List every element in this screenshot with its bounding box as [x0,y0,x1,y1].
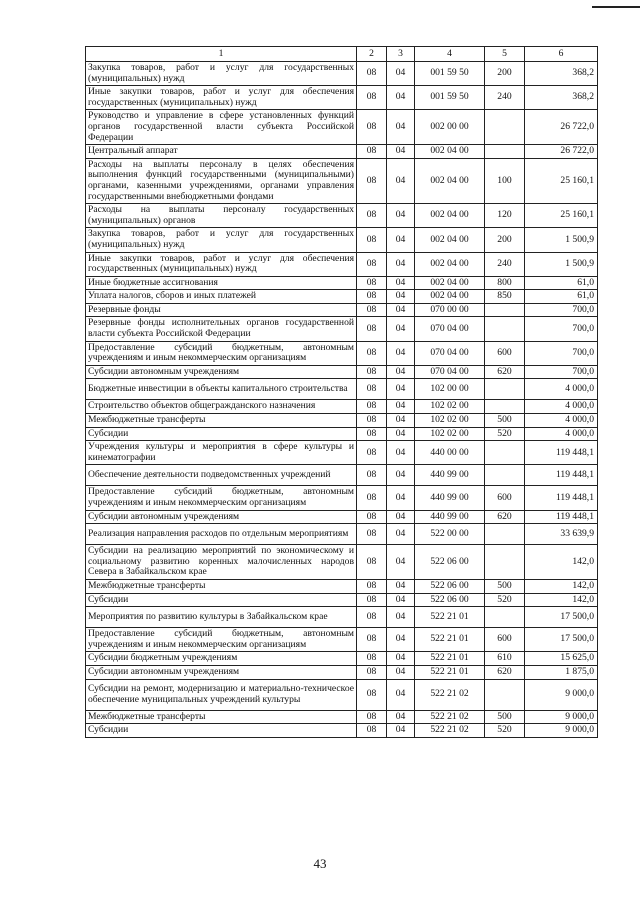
row-amount: 142,0 [525,545,598,580]
row-name: Субсидии бюджетным учреждениям [86,652,357,666]
row-expense-type: 500 [485,414,525,428]
row-target-article: 070 04 00 [415,365,485,379]
row-target-article: 102 02 00 [415,414,485,428]
row-expense-type: 600 [485,341,525,365]
row-amount: 4 000,0 [525,379,598,400]
row-expense-type: 620 [485,510,525,524]
row-amount: 368,2 [525,86,598,110]
row-section: 08 [357,228,387,252]
row-target-article: 002 04 00 [415,158,485,203]
budget-table [85,46,598,738]
table-row [86,290,598,304]
row-subsection: 04 [387,379,415,400]
row-section: 08 [357,303,387,317]
row-subsection: 04 [387,365,415,379]
table-row [86,317,598,341]
row-expense-type: 620 [485,365,525,379]
row-subsection: 04 [387,665,415,679]
row-expense-type [485,524,525,545]
row-amount: 119 448,1 [525,441,598,465]
row-amount: 33 639,9 [525,524,598,545]
row-subsection: 04 [387,652,415,666]
budget-table-body [86,47,598,738]
table-row [86,607,598,628]
row-amount: 119 448,1 [525,486,598,510]
row-expense-type [485,317,525,341]
row-target-article: 070 04 00 [415,317,485,341]
row-expense-type: 500 [485,710,525,724]
row-subsection: 04 [387,317,415,341]
row-name: Предоставление субсидий бюджетным, автономным учреждениям и иным некоммерческим организациям [86,628,357,652]
row-subsection: 04 [387,427,415,441]
row-name: Субсидии [86,593,357,607]
row-name: Иные бюджетные ассигнования [86,276,357,290]
row-expense-type: 800 [485,276,525,290]
row-name: Закупка товаров, работ и услуг для государственных (муниципальных) нужд [86,228,357,252]
table-row [86,62,598,86]
row-subsection: 04 [387,465,415,486]
row-name: Резервные фонды [86,303,357,317]
row-amount: 119 448,1 [525,510,598,524]
row-subsection: 04 [387,414,415,428]
row-target-article: 440 99 00 [415,510,485,524]
row-section: 08 [357,276,387,290]
row-expense-type: 240 [485,86,525,110]
row-subsection: 04 [387,110,415,145]
row-subsection: 04 [387,62,415,86]
header-col-section: 2 [357,47,387,62]
row-expense-type [485,679,525,710]
row-expense-type [485,379,525,400]
header-col-target-article: 4 [415,47,485,62]
table-row [86,510,598,524]
row-name: Строительство объектов общегражданского назначения [86,400,357,414]
table-row [86,228,598,252]
row-name: Руководство и управление в сфере установленных функций органов государственной власти субъекта Российской Федерации [86,110,357,145]
row-amount: 700,0 [525,317,598,341]
row-target-article: 002 04 00 [415,145,485,159]
row-subsection: 04 [387,290,415,304]
row-name: Субсидии на реализацию мероприятий по экономическому и социальному развитию коренных малочисленных народов Севера в Забайкальском крае [86,545,357,580]
row-amount: 1 875,0 [525,665,598,679]
row-amount: 1 500,9 [525,228,598,252]
row-amount: 700,0 [525,365,598,379]
row-section: 08 [357,86,387,110]
row-name: Уплата налогов, сборов и иных платежей [86,290,357,304]
row-name: Реализация направления расходов по отдельным мероприятиям [86,524,357,545]
row-subsection: 04 [387,679,415,710]
row-name: Предоставление субсидий бюджетным, автономным учреждениям и иным некоммерческим организациям [86,341,357,365]
row-name: Межбюджетные трансферты [86,579,357,593]
row-target-article: 522 21 01 [415,628,485,652]
table-row [86,628,598,652]
row-expense-type: 240 [485,252,525,276]
row-section: 08 [357,62,387,86]
row-target-article: 102 02 00 [415,400,485,414]
row-section: 08 [357,724,387,738]
row-subsection: 04 [387,86,415,110]
row-section: 08 [357,414,387,428]
table-row [86,679,598,710]
row-amount: 368,2 [525,62,598,86]
row-subsection: 04 [387,579,415,593]
row-name: Расходы на выплаты персоналу в целях обеспечения выполнения функций государственными (муниципальными) органами, казенными учреждениями, органами управления государственными внебюджетными фондами [86,158,357,203]
row-expense-type: 520 [485,724,525,738]
row-subsection: 04 [387,252,415,276]
table-row [86,465,598,486]
row-section: 08 [357,252,387,276]
row-section: 08 [357,593,387,607]
row-amount: 61,0 [525,290,598,304]
table-row [86,145,598,159]
row-target-article: 440 99 00 [415,465,485,486]
row-expense-type [485,145,525,159]
row-section: 08 [357,158,387,203]
row-expense-type: 200 [485,62,525,86]
row-section: 08 [357,365,387,379]
row-name: Мероприятия по развитию культуры в Забайкальском крае [86,607,357,628]
row-subsection: 04 [387,486,415,510]
table-header-row [86,47,598,62]
row-section: 08 [357,652,387,666]
row-name: Расходы на выплаты персоналу государственных (муниципальных) органов [86,204,357,228]
row-name: Иные закупки товаров, работ и услуг для обеспечения государственных (муниципальных) нужд [86,86,357,110]
row-name: Обеспечение деятельности подведомственных учреждений [86,465,357,486]
table-row [86,252,598,276]
row-target-article: 522 21 01 [415,665,485,679]
row-subsection: 04 [387,145,415,159]
row-subsection: 04 [387,593,415,607]
row-amount: 9 000,0 [525,679,598,710]
table-row [86,400,598,414]
row-section: 08 [357,290,387,304]
row-section: 08 [357,545,387,580]
table-row [86,303,598,317]
header-col-amount: 6 [525,47,598,62]
row-expense-type: 610 [485,652,525,666]
row-subsection: 04 [387,276,415,290]
row-target-article: 522 06 00 [415,593,485,607]
row-expense-type [485,465,525,486]
row-expense-type [485,110,525,145]
row-section: 08 [357,628,387,652]
row-expense-type: 600 [485,628,525,652]
table-row [86,652,598,666]
row-amount: 4 000,0 [525,414,598,428]
row-name: Центральный аппарат [86,145,357,159]
row-section: 08 [357,400,387,414]
row-subsection: 04 [387,607,415,628]
row-target-article: 522 21 01 [415,607,485,628]
row-target-article: 002 04 00 [415,252,485,276]
row-amount: 1 500,9 [525,252,598,276]
row-subsection: 04 [387,204,415,228]
row-section: 08 [357,110,387,145]
row-target-article: 522 06 00 [415,545,485,580]
row-amount: 25 160,1 [525,158,598,203]
row-name: Субсидии автономным учреждениям [86,665,357,679]
row-subsection: 04 [387,158,415,203]
row-amount: 17 500,0 [525,607,598,628]
row-amount: 26 722,0 [525,110,598,145]
table-row [86,379,598,400]
row-target-article: 522 06 00 [415,579,485,593]
table-row [86,341,598,365]
page-number: 43 [313,856,327,871]
row-expense-type [485,607,525,628]
table-row [86,593,598,607]
row-name: Субсидии автономным учреждениям [86,365,357,379]
row-section: 08 [357,441,387,465]
row-expense-type: 850 [485,290,525,304]
row-target-article: 522 21 01 [415,652,485,666]
header-col-expense-type: 5 [485,47,525,62]
row-section: 08 [357,341,387,365]
row-section: 08 [357,465,387,486]
row-expense-type [485,441,525,465]
row-subsection: 04 [387,545,415,580]
row-amount: 700,0 [525,341,598,365]
row-expense-type [485,545,525,580]
row-subsection: 04 [387,524,415,545]
row-subsection: 04 [387,303,415,317]
row-section: 08 [357,204,387,228]
row-subsection: 04 [387,510,415,524]
table-row [86,204,598,228]
row-amount: 25 160,1 [525,204,598,228]
row-section: 08 [357,145,387,159]
row-target-article: 102 00 00 [415,379,485,400]
row-name: Межбюджетные трансферты [86,414,357,428]
row-name: Учреждения культуры и мероприятия в сфере культуры и кинематографии [86,441,357,465]
row-expense-type: 100 [485,158,525,203]
table-row [86,486,598,510]
table-row [86,427,598,441]
row-expense-type: 620 [485,665,525,679]
row-target-article: 440 00 00 [415,441,485,465]
table-row [86,158,598,203]
row-amount: 700,0 [525,303,598,317]
row-target-article: 002 04 00 [415,204,485,228]
row-amount: 17 500,0 [525,628,598,652]
row-expense-type: 600 [485,486,525,510]
table-row [86,724,598,738]
row-name: Бюджетные инвестиции в объекты капитального строительства [86,379,357,400]
row-name: Субсидии на ремонт, модернизацию и материально-техническое обеспечение муниципальных учреждений культуры [86,679,357,710]
table-row [86,665,598,679]
table-row [86,414,598,428]
row-expense-type: 120 [485,204,525,228]
row-section: 08 [357,710,387,724]
row-section: 08 [357,510,387,524]
top-edge-rule [592,6,640,8]
row-target-article: 440 99 00 [415,486,485,510]
row-name: Предоставление субсидий бюджетным, автономным учреждениям и иным некоммерческим организациям [86,486,357,510]
row-section: 08 [357,665,387,679]
row-subsection: 04 [387,400,415,414]
row-amount: 119 448,1 [525,465,598,486]
table-row [86,710,598,724]
row-target-article: 002 00 00 [415,110,485,145]
row-expense-type [485,400,525,414]
row-amount: 142,0 [525,579,598,593]
row-section: 08 [357,379,387,400]
row-amount: 15 625,0 [525,652,598,666]
header-col-subsection: 3 [387,47,415,62]
row-name: Субсидии [86,724,357,738]
table-row [86,86,598,110]
row-name: Резервные фонды исполнительных органов государственной власти субъекта Российской Федерации [86,317,357,341]
row-target-article: 002 04 00 [415,290,485,304]
row-name: Субсидии автономным учреждениям [86,510,357,524]
row-subsection: 04 [387,228,415,252]
row-section: 08 [357,607,387,628]
row-target-article: 522 21 02 [415,724,485,738]
row-subsection: 04 [387,710,415,724]
row-subsection: 04 [387,341,415,365]
row-target-article: 001 59 50 [415,62,485,86]
header-col-name: 1 [86,47,357,62]
row-amount: 4 000,0 [525,427,598,441]
row-expense-type: 500 [485,579,525,593]
row-target-article: 002 04 00 [415,228,485,252]
row-section: 08 [357,317,387,341]
row-section: 08 [357,679,387,710]
table-row [86,545,598,580]
row-name: Иные закупки товаров, работ и услуг для обеспечения государственных (муниципальных) нужд [86,252,357,276]
row-subsection: 04 [387,441,415,465]
row-subsection: 04 [387,628,415,652]
row-name: Закупка товаров, работ и услуг для государственных (муниципальных) нужд [86,62,357,86]
table-row [86,365,598,379]
row-amount: 9 000,0 [525,710,598,724]
row-subsection: 04 [387,724,415,738]
table-row [86,524,598,545]
row-section: 08 [357,524,387,545]
row-target-article: 522 00 00 [415,524,485,545]
row-target-article: 070 00 00 [415,303,485,317]
row-section: 08 [357,427,387,441]
table-row [86,110,598,145]
row-section: 08 [357,579,387,593]
row-name: Субсидии [86,427,357,441]
row-amount: 4 000,0 [525,400,598,414]
row-amount: 9 000,0 [525,724,598,738]
row-expense-type [485,303,525,317]
row-section: 08 [357,486,387,510]
row-expense-type: 520 [485,427,525,441]
row-amount: 142,0 [525,593,598,607]
row-name: Межбюджетные трансферты [86,710,357,724]
table-row [86,276,598,290]
table-row [86,441,598,465]
row-amount: 26 722,0 [525,145,598,159]
row-target-article: 522 21 02 [415,710,485,724]
row-expense-type: 520 [485,593,525,607]
row-target-article: 102 02 00 [415,427,485,441]
row-target-article: 001 59 50 [415,86,485,110]
table-row [86,579,598,593]
row-amount: 61,0 [525,276,598,290]
row-target-article: 070 04 00 [415,341,485,365]
row-target-article: 002 04 00 [415,276,485,290]
row-expense-type: 200 [485,228,525,252]
row-target-article: 522 21 02 [415,679,485,710]
